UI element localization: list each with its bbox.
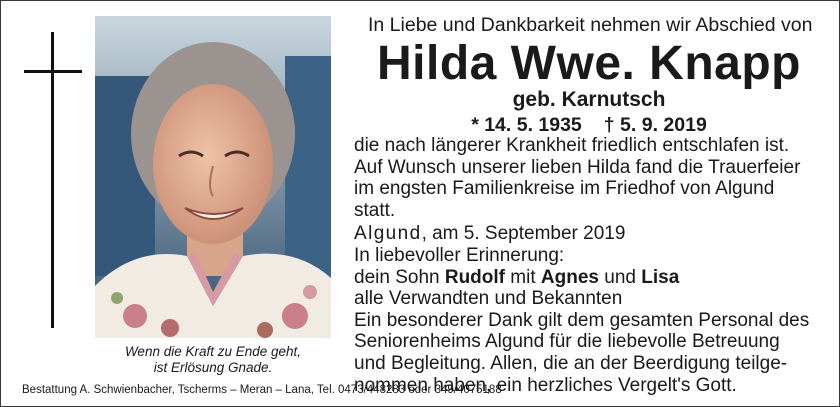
thanks-line: Ein besonderer Dank gilt dem gesamten Personal des <box>354 309 810 331</box>
partner-name: Agnes <box>540 266 599 288</box>
place: Algund <box>354 223 422 245</box>
photo-caption <box>90 344 336 376</box>
thanks-line: Seniorenheims Algund für die liebevolle Betreuung <box>354 331 780 353</box>
paragraph-line: die nach längerer Krankheit friedlich entschlafen ist. <box>354 135 790 156</box>
thanks-line: nommen haben, ein herzliches Vergelt's Gott. <box>354 374 737 396</box>
death-date: † 5. 9. 2019 <box>603 114 707 136</box>
paragraph-line: im engsten Familienkreise im Friedhof von Algund <box>354 178 775 200</box>
relatives-line: alle Verwandten und Bekannten <box>354 288 623 310</box>
deceased-name: Hilda Wwe. Knapp <box>376 37 801 90</box>
birth-date: * 14. 5. 1935 <box>471 114 582 136</box>
grandchild-name: Lisa <box>641 266 680 288</box>
birth-name: geb. Karnutsch <box>512 88 666 111</box>
funeral-home-footer: Bestattung A. Schwienbacher, Tscherms – Meran – Lana, Tel. 0473/448283 oder 349/4075188 <box>22 384 502 396</box>
caption-line: Wenn die Kraft zu Ende geht, <box>124 344 302 359</box>
son-name: Rudolf <box>444 266 506 288</box>
caption-line: ist Erlösung Gnade. <box>153 360 273 375</box>
place-date-line <box>354 223 824 245</box>
life-dates <box>340 114 838 137</box>
family-line: dein Sohn Rudolf mit Agnes und Lisa <box>354 266 680 288</box>
thanks-line: und Begleitung. Allen, die an der Beerdigung teilge- <box>354 352 788 374</box>
paragraph-line: Auf Wunsch unserer lieben Hilda fand die Trauerfeier <box>354 156 801 178</box>
portrait-photo <box>95 16 331 338</box>
paragraph-line: statt. <box>354 199 396 221</box>
memory-line: In liebevoller Erinnerung: <box>354 244 565 266</box>
notice-body <box>354 135 824 396</box>
date-line: , am 5. September 2019 <box>421 223 626 245</box>
intro-text: In Liebe und Dankbarkeit nehmen wir Abschied von <box>368 14 813 36</box>
